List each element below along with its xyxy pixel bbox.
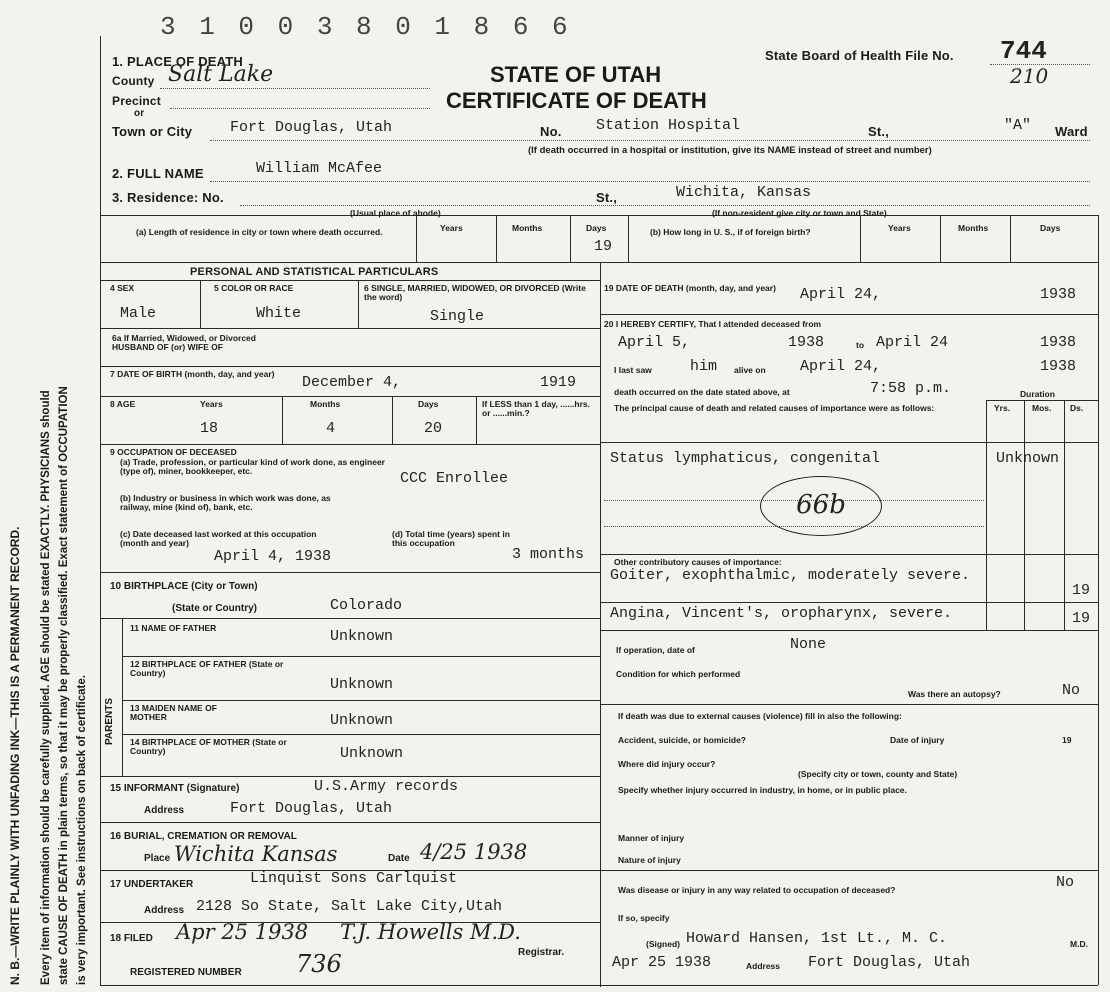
serial-number: 3 1 0 0 3 8 0 1 8 6 6 <box>160 12 572 42</box>
burial-place-value: Wichita Kansas <box>174 842 338 866</box>
burial-label: 16 BURIAL, CREMATION OR REMOVAL <box>110 831 297 842</box>
registered-number-label: REGISTERED NUMBER <box>130 967 242 978</box>
filed-label: 18 FILED <box>110 933 153 944</box>
contributory-label: Other contributory causes of importance: <box>614 557 782 567</box>
autopsy-value: No <box>1062 682 1081 699</box>
informant-label: 15 INFORMANT (Signature) <box>110 783 240 794</box>
state-title: STATE OF UTAH <box>490 62 662 87</box>
to-label: to <box>856 340 865 350</box>
md-label: M.D. <box>1070 939 1088 949</box>
or-label: or <box>134 108 145 119</box>
operation-value: None <box>790 636 827 653</box>
town-label: Town or City <box>112 124 193 139</box>
sex-value: Male <box>120 305 157 322</box>
dod-label: 19 DATE OF DEATH (month, day, and year) <box>604 283 776 293</box>
occupation-d-label: (d) Total time (years) spent in this occupation <box>392 529 510 548</box>
mother-birthplace-label: 14 BIRTHPLACE OF MOTHER (State or Country) <box>130 737 287 756</box>
us-days-label: Days <box>1040 223 1061 233</box>
burial-date-label: Date <box>388 853 410 864</box>
length-residence-label: (a) Length of residence in city or town where death occurred. <box>136 227 383 237</box>
birthplace-state-label: (State or Country) <box>172 603 257 614</box>
undertaker-address-label: Address <box>144 905 185 916</box>
hospital-note: (If death occurred in a hospital or institution, give its NAME instead of street and number) <box>528 145 932 156</box>
father-birthplace-label: 12 BIRTHPLACE OF FATHER (State or Country) <box>130 659 284 678</box>
full-name-label: 2. FULL NAME <box>112 166 204 181</box>
undertaker-address-value: 2128 So State, Salt Lake City,Utah <box>196 898 503 915</box>
specify-label: Specify whether injury occurred in industry, in home, or in public place. <box>618 785 907 795</box>
marital-label: 6 SINGLE, MARRIED, WIDOWED, OR DIVORCED (Write the word) <box>364 283 586 302</box>
res-months-label: Months <box>512 223 543 233</box>
undertaker-label: 17 UNDERTAKER <box>110 879 194 890</box>
occupation-a-label: (a) Trade, profession, or particular kind of work done, as engineer (type of), miner, bookkeeper, etc. <box>120 457 385 476</box>
informant-value: U.S.Army records <box>314 778 459 795</box>
dob-year: 1919 <box>540 374 577 391</box>
us-residence-label: (b) How long in U. S., if of foreign birth? <box>650 227 811 237</box>
occupation-b-label: (b) Industry or business in which work was done, as railway, mine (kind of), bank, etc. <box>120 493 331 512</box>
condition-label: Condition for which performed <box>616 669 741 679</box>
where-note: (Specify city or town, county and State) <box>798 769 958 779</box>
contributory-2-days: 19 <box>1072 610 1091 627</box>
side-note-outer: N. B.—WRITE PLAINLY WITH UNFADING INK—THIS IS A PERMANENT RECORD. <box>8 526 22 985</box>
registrar-label: Registrar. <box>518 947 565 958</box>
certify-label: 20 I HEREBY CERTIFY, That I attended deceased from <box>604 319 822 329</box>
personal-heading: PERSONAL AND STATISTICAL PARTICULARS <box>190 266 439 278</box>
occupation-c-label: (c) Date deceased last worked at this occupation (month and year) <box>120 529 317 548</box>
father-birthplace-value: Unknown <box>330 676 394 693</box>
nonresident-note: (If non-resident give city or town and State) <box>712 208 887 218</box>
dod-value: April 24, <box>800 286 882 303</box>
alive-on-value: April 24, <box>800 358 882 375</box>
mother-label: 13 MAIDEN NAME OF MOTHER <box>130 703 217 722</box>
signature-address-value: Fort Douglas, Utah <box>808 954 971 971</box>
age-months-value: 4 <box>326 420 336 437</box>
cause-label: The principal cause of death and related causes of importance were as follows: <box>614 403 935 413</box>
if-so-label: If so, specify <box>618 913 670 923</box>
res-days-label: Days <box>586 223 607 233</box>
age-years-value: 18 <box>200 420 219 437</box>
signature-address-label: Address <box>746 961 781 971</box>
burial-place-label: Place <box>144 853 171 864</box>
ward-value: "A" <box>1004 117 1032 134</box>
contributory-2: Angina, Vincent's, oropharynx, severe. <box>610 605 953 622</box>
sex-label: 4 SEX <box>110 283 135 293</box>
certificate-title: CERTIFICATE OF DEATH <box>446 88 707 113</box>
signed-label: (Signed) <box>646 939 680 949</box>
place-of-death-label: 1. PLACE OF DEATH <box>112 54 244 69</box>
birthplace-value: Colorado <box>330 597 403 614</box>
nature-label: Nature of injury <box>618 855 681 865</box>
age-days-value: 20 <box>424 420 443 437</box>
attended-to: April 24 <box>876 334 949 351</box>
residence-city: Wichita, Kansas <box>676 184 812 201</box>
disease-occupation-value: No <box>1056 874 1075 891</box>
father-value: Unknown <box>330 628 394 645</box>
injury-date-label: Date of injury <box>890 735 945 745</box>
manner-label: Manner of injury <box>618 833 685 843</box>
informant-address-label: Address <box>144 805 185 816</box>
town-value: Fort Douglas, Utah <box>230 119 393 136</box>
duration-yrs: Yrs. <box>994 403 1011 413</box>
us-years-label: Years <box>888 223 911 233</box>
operation-label: If operation, date of <box>616 645 695 655</box>
undertaker-value: Linquist Sons Carlquist <box>250 870 458 887</box>
father-label: 11 NAME OF FATHER <box>130 623 217 633</box>
ward-label: Ward <box>1055 124 1088 139</box>
burial-date-value: 4/25 1938 <box>420 840 528 864</box>
death-occurred-label: death occurred on the date stated above, at <box>614 387 790 397</box>
color-label: 5 COLOR OR RACE <box>214 283 294 293</box>
side-note-line3: is very important. See instructions on back of certificate. <box>76 675 88 985</box>
age-months-label: Months <box>310 399 341 409</box>
dob-label: 7 DATE OF BIRTH (month, day, and year) <box>110 369 275 379</box>
county-value: Salt Lake <box>168 62 274 87</box>
marital-value: Single <box>430 308 485 325</box>
last-worked-value: April 4, 1938 <box>214 548 332 565</box>
cause-code: 66b <box>760 476 882 536</box>
physician-signature: Howard Hansen, 1st Lt., M. C. <box>686 930 948 947</box>
duration-label: Duration <box>1020 389 1055 399</box>
death-time: 7:58 p.m. <box>870 380 952 397</box>
filed-value: Apr 25 1938 <box>176 920 309 944</box>
where-label: Where did injury occur? <box>618 759 716 769</box>
age-years-label: Years <box>200 399 223 409</box>
registered-number-value: 736 <box>296 950 342 978</box>
injury-year-label: 19 <box>1062 735 1072 745</box>
file-sub-number: 210 <box>1010 64 1049 88</box>
birthplace-label: 10 BIRTHPLACE (City or Town) <box>110 581 258 592</box>
spouse-label: 6a If Married, Widowed, or Divorced HUSBAND OF (or) WIFE OF <box>112 333 256 352</box>
attended-to-year: 1938 <box>1040 334 1077 351</box>
precinct-label: Precinct <box>112 94 161 108</box>
dod-year: 1938 <box>1040 286 1077 303</box>
abode-note: (Usual place of abode) <box>350 208 441 218</box>
age-less-label: If LESS than 1 day, ......hrs. or ......min.? <box>482 399 591 418</box>
contributory-1-days: 19 <box>1072 582 1091 599</box>
full-name-value: William McAfee <box>256 160 383 177</box>
total-time-value: 3 months <box>512 546 585 563</box>
mother-value: Unknown <box>330 712 394 729</box>
residence-label: 3. Residence: No. <box>112 190 224 205</box>
disease-occupation-label: Was disease or injury in any way related to occupation of deceased? <box>618 885 896 895</box>
autopsy-label: Was there an autopsy? <box>908 689 1001 699</box>
age-days-label: Days <box>418 399 439 409</box>
contributory-1: Goiter, exophthalmic, moderately severe. <box>610 567 971 584</box>
external-label: If death was due to external causes (violence) fill in also the following: <box>618 711 902 721</box>
us-months-label: Months <box>958 223 989 233</box>
duration-ds: Ds. <box>1070 403 1084 413</box>
county-label: County <box>112 74 155 88</box>
residence-st-label: St., <box>596 190 618 205</box>
no-label: No. <box>540 124 562 139</box>
side-note-line1: Every item of information should be carefully supplied. AGE should be stated EXACTLY. PHYSICIANS should <box>40 390 52 985</box>
mother-birthplace-value: Unknown <box>340 745 404 762</box>
alive-label: alive on <box>734 365 766 375</box>
hospital-value: Station Hospital <box>596 117 741 134</box>
last-saw-label: I last saw <box>614 365 652 375</box>
attended-from-year: 1938 <box>788 334 825 351</box>
alive-year: 1938 <box>1040 358 1077 375</box>
side-note-line2: state CAUSE OF DEATH in plain terms, so that it may be properly classified. Exact statement of OCCUPATION <box>58 386 70 985</box>
duration-mos: Mos. <box>1032 403 1052 413</box>
st-label: St., <box>868 124 890 139</box>
cause-value: Status lymphaticus, congenital <box>610 450 881 467</box>
occupation-label: 9 OCCUPATION OF DECEASED <box>110 447 237 457</box>
attended-from: April 5, <box>618 334 691 351</box>
file-label: State Board of Health File No. <box>765 48 954 63</box>
dob-value: December 4, <box>302 374 402 391</box>
age-label: 8 AGE <box>110 399 136 409</box>
last-saw-value: him <box>690 358 718 375</box>
parents-label: PARENTS <box>104 697 115 745</box>
cause-duration: Unknown <box>996 450 1060 467</box>
informant-address-value: Fort Douglas, Utah <box>230 800 393 817</box>
file-number: 744 <box>1000 36 1047 66</box>
registrar-signature: T.J. Howells M.D. <box>340 920 521 944</box>
res-years-label: Years <box>440 223 463 233</box>
signature-date: Apr 25 1938 <box>612 954 712 971</box>
accident-label: Accident, suicide, or homicide? <box>618 735 746 745</box>
res-days-value: 19 <box>594 238 613 255</box>
color-value: White <box>256 305 302 322</box>
occupation-value: CCC Enrollee <box>400 470 509 487</box>
